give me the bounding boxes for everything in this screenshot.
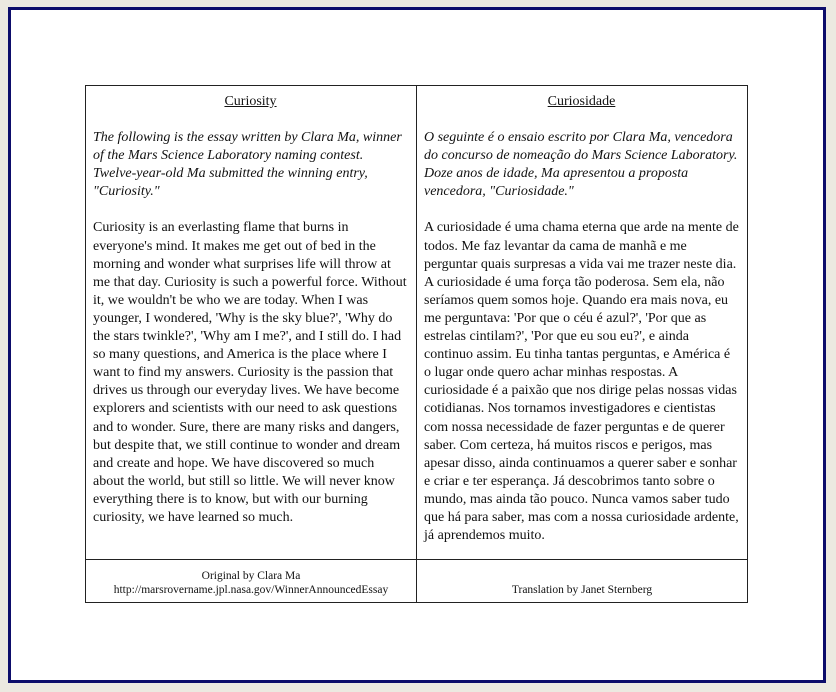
document-frame: [8, 7, 826, 683]
bilingual-essay-table: [85, 85, 748, 603]
english-title: Curiosity: [224, 94, 277, 109]
translator-credit: Translation by Janet Sternberg: [511, 584, 653, 596]
portuguese-essay-body: A curiosidade é uma chama eterna que arde na mente de todos. Me faz levantar da cama de manhã e me perguntar quais surpresas a vida vai me trazer neste dia. A curiosidade é uma força tão poderosa. Sem ela, não seríamos quem somos hoje. Quando era mais nova, eu me perguntava: 'Por que o céu é azul?', 'Por que as estrelas cintilam?', 'Por que eu sou eu?', e ainda continuo assim. Eu tinha tantas perguntas, e América é o lugar onde quero achar minhas respostas. A curiosidade é a paixão que nos dirige pelas nossas vidas cotidianas. Nos tornamos investigadores e cientistas com nossa necessidade de fazer perguntas e de querer saber. Com certeza, há muitos riscos e perigos, mas apesar disso, ainda continuamos a querer saber e sonhar e criar e ter esperança. Já descobrimos tanto sobre o mundo, mas ainda tão pouco. Nunca vamos saber tudo que há para saber, mas com a nossa curiosidade ardente, já aprendemos muito.: [424, 220, 739, 544]
english-column: [86, 86, 417, 559]
portuguese-column: [417, 86, 747, 559]
source-url: http://marsrovername.jpl.nasa.gov/WinnerAnnouncedEssay: [113, 584, 389, 596]
original-author-credit: Original by Clara Ma: [201, 570, 301, 582]
portuguese-title: Curiosidade: [547, 94, 616, 109]
portuguese-credit-cell: [417, 559, 747, 602]
english-intro: The following is the essay written by Clara Ma, winner of the Mars Science Laboratory naming contest. Twelve-year-old Ma submitted the winning entry, "Curiosity.": [93, 130, 402, 200]
english-credit-cell: [86, 559, 417, 602]
portuguese-intro: O seguinte é o ensaio escrito por Clara Ma, vencedora do concurso de nomeação do Mars Science Laboratory. Doze anos de idade, Ma apresentou a proposta vencedora, "Curiosidade.": [424, 130, 738, 200]
english-essay-body: Curiosity is an everlasting flame that burns in everyone's mind. It makes me get out of bed in the morning and wonder what surprises life will throw at me that day. Curiosity is such a powerful force. Without it, we wouldn't be who we are today. When I was younger, I wondered, 'Why is the sky blue?', 'Why do the stars twinkle?', 'Why am I me?', and I still do. I had so many questions, and America is the place where I want to find my answers. Curiosity is the passion that drives us through our everyday lives. We have become explorers and scientists with our need to ask questions and to wonder. Sure, there are many risks and dangers, but despite that, we still continue to wonder and dream and create and hope. We have discovered so much about the world, but still so little. We will never know everything there is to know, but with our burning curiosity, we have learned so much.: [93, 220, 407, 525]
